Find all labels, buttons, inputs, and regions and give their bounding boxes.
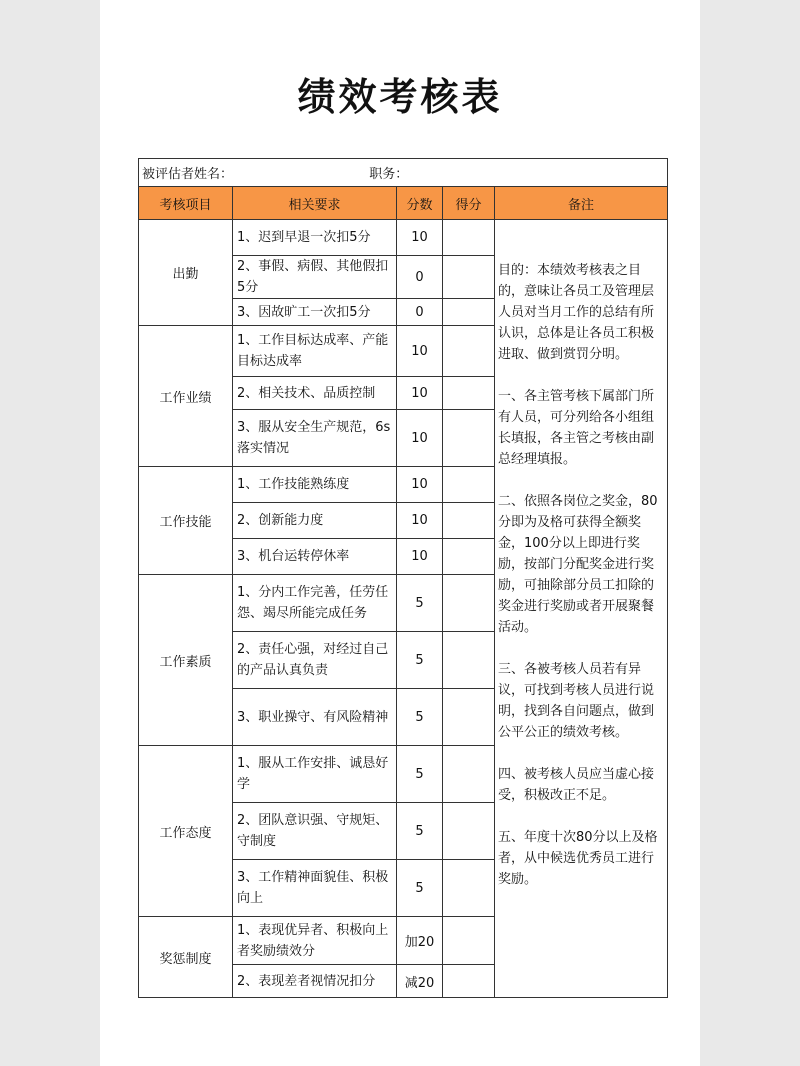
requirement-cell: 2、创新能力度 [233, 503, 397, 539]
category-cell: 奖惩制度 [139, 917, 233, 998]
appraisal-table [138, 158, 668, 998]
requirement-cell: 3、职业操守、有风险精神 [233, 689, 397, 746]
requirement-cell: 2、责任心强，对经过自己的产品认真负责 [233, 632, 397, 689]
category-cell: 工作业绩 [139, 326, 233, 467]
remark-paragraph: 目的：本绩效考核表之目的，意味让各员工及管理层人员对当月工作的总结有所认识，总体是让各员工积极进取、做到赏罚分明。 [498, 263, 655, 362]
category-cell: 工作技能 [139, 467, 233, 575]
requirement-cell: 2、相关技术、品质控制 [233, 377, 397, 410]
got-score-cell[interactable] [443, 917, 495, 965]
got-score-cell[interactable] [443, 503, 495, 539]
got-score-cell[interactable] [443, 539, 495, 575]
got-score-cell[interactable] [443, 410, 495, 467]
requirement-cell: 3、服从安全生产规范，6s落实情况 [233, 410, 397, 467]
got-score-cell[interactable] [443, 377, 495, 410]
header-req: 相关要求 [233, 187, 397, 220]
requirement-cell: 1、表现优异者、积极向上者奖励绩效分 [233, 917, 397, 965]
got-score-cell[interactable] [443, 575, 495, 632]
requirement-cell: 3、机台运转停休率 [233, 539, 397, 575]
score-cell: 5 [397, 632, 443, 689]
got-score-cell[interactable] [443, 689, 495, 746]
score-cell: 5 [397, 689, 443, 746]
score-cell: 5 [397, 575, 443, 632]
name-label: 被评估者姓名： [142, 167, 234, 182]
category-cell: 出勤 [139, 220, 233, 326]
remarks-cell [495, 220, 668, 998]
header-item: 考核项目 [139, 187, 233, 220]
got-score-cell[interactable] [443, 326, 495, 377]
got-score-cell[interactable] [443, 220, 495, 256]
requirement-cell: 2、团队意识强、守规矩、守制度 [233, 803, 397, 860]
header-note: 备注 [495, 187, 668, 220]
requirement-cell: 2、表现差者视情况扣分 [233, 965, 397, 998]
score-cell: 10 [397, 467, 443, 503]
header-got: 得分 [443, 187, 495, 220]
requirement-cell: 2、事假、病假、其他假扣5分 [233, 256, 397, 299]
score-cell: 减20 [397, 965, 443, 998]
score-cell: 5 [397, 860, 443, 917]
got-score-cell[interactable] [443, 467, 495, 503]
requirement-cell: 3、因故旷工一次扣5分 [233, 299, 397, 326]
remark-paragraph: 四、被考核人员应当虚心接受，积极改正不足。 [498, 767, 655, 803]
got-score-cell[interactable] [443, 299, 495, 326]
info-row [139, 159, 668, 187]
score-cell: 5 [397, 803, 443, 860]
requirement-cell: 1、迟到早退一次扣5分 [233, 220, 397, 256]
remark-paragraph: 二、依照各岗位之奖金，80分即为及格可获得全额奖金，100分以上即进行奖励，按部门分配奖金进行奖励，可抽除部分员工扣除的奖金进行奖励或者开展聚餐活动。 [498, 494, 658, 635]
requirement-cell: 1、工作目标达成率、产能目标达成率 [233, 326, 397, 377]
score-cell: 10 [397, 503, 443, 539]
requirement-cell: 3、工作精神面貌佳、积极向上 [233, 860, 397, 917]
remark-paragraph: 三、各被考核人员若有异议，可找到考核人员进行说明，找到各自问题点，做到公平公正的绩效考核。 [498, 662, 655, 740]
requirement-cell: 1、分内工作完善，任劳任怨、竭尽所能完成任务 [233, 575, 397, 632]
score-cell: 0 [397, 299, 443, 326]
score-cell: 10 [397, 220, 443, 256]
remark-paragraph: 一、各主管考核下属部门所有人员，可分列给各小组组长填报，各主管之考核由副总经理填报。 [498, 389, 655, 467]
got-score-cell[interactable] [443, 803, 495, 860]
score-cell: 加20 [397, 917, 443, 965]
score-cell: 5 [397, 746, 443, 803]
got-score-cell[interactable] [443, 632, 495, 689]
category-cell: 工作态度 [139, 746, 233, 917]
header-row [139, 187, 668, 220]
requirement-cell: 1、服从工作安排、诚恳好学 [233, 746, 397, 803]
requirement-cell: 1、工作技能熟练度 [233, 467, 397, 503]
got-score-cell[interactable] [443, 256, 495, 299]
score-cell: 10 [397, 410, 443, 467]
header-score: 分数 [397, 187, 443, 220]
score-cell: 0 [397, 256, 443, 299]
score-cell: 10 [397, 377, 443, 410]
page-title: 绩效考核表 [297, 75, 503, 119]
got-score-cell[interactable] [443, 860, 495, 917]
got-score-cell[interactable] [443, 965, 495, 998]
table-row [139, 220, 668, 256]
position-label: 职务： [369, 167, 409, 182]
category-cell: 工作素质 [139, 575, 233, 746]
score-cell: 10 [397, 326, 443, 377]
got-score-cell[interactable] [443, 746, 495, 803]
score-cell: 10 [397, 539, 443, 575]
remark-paragraph: 五、年度十次80分以上及格者，从中候选优秀员工进行奖励。 [498, 830, 658, 887]
